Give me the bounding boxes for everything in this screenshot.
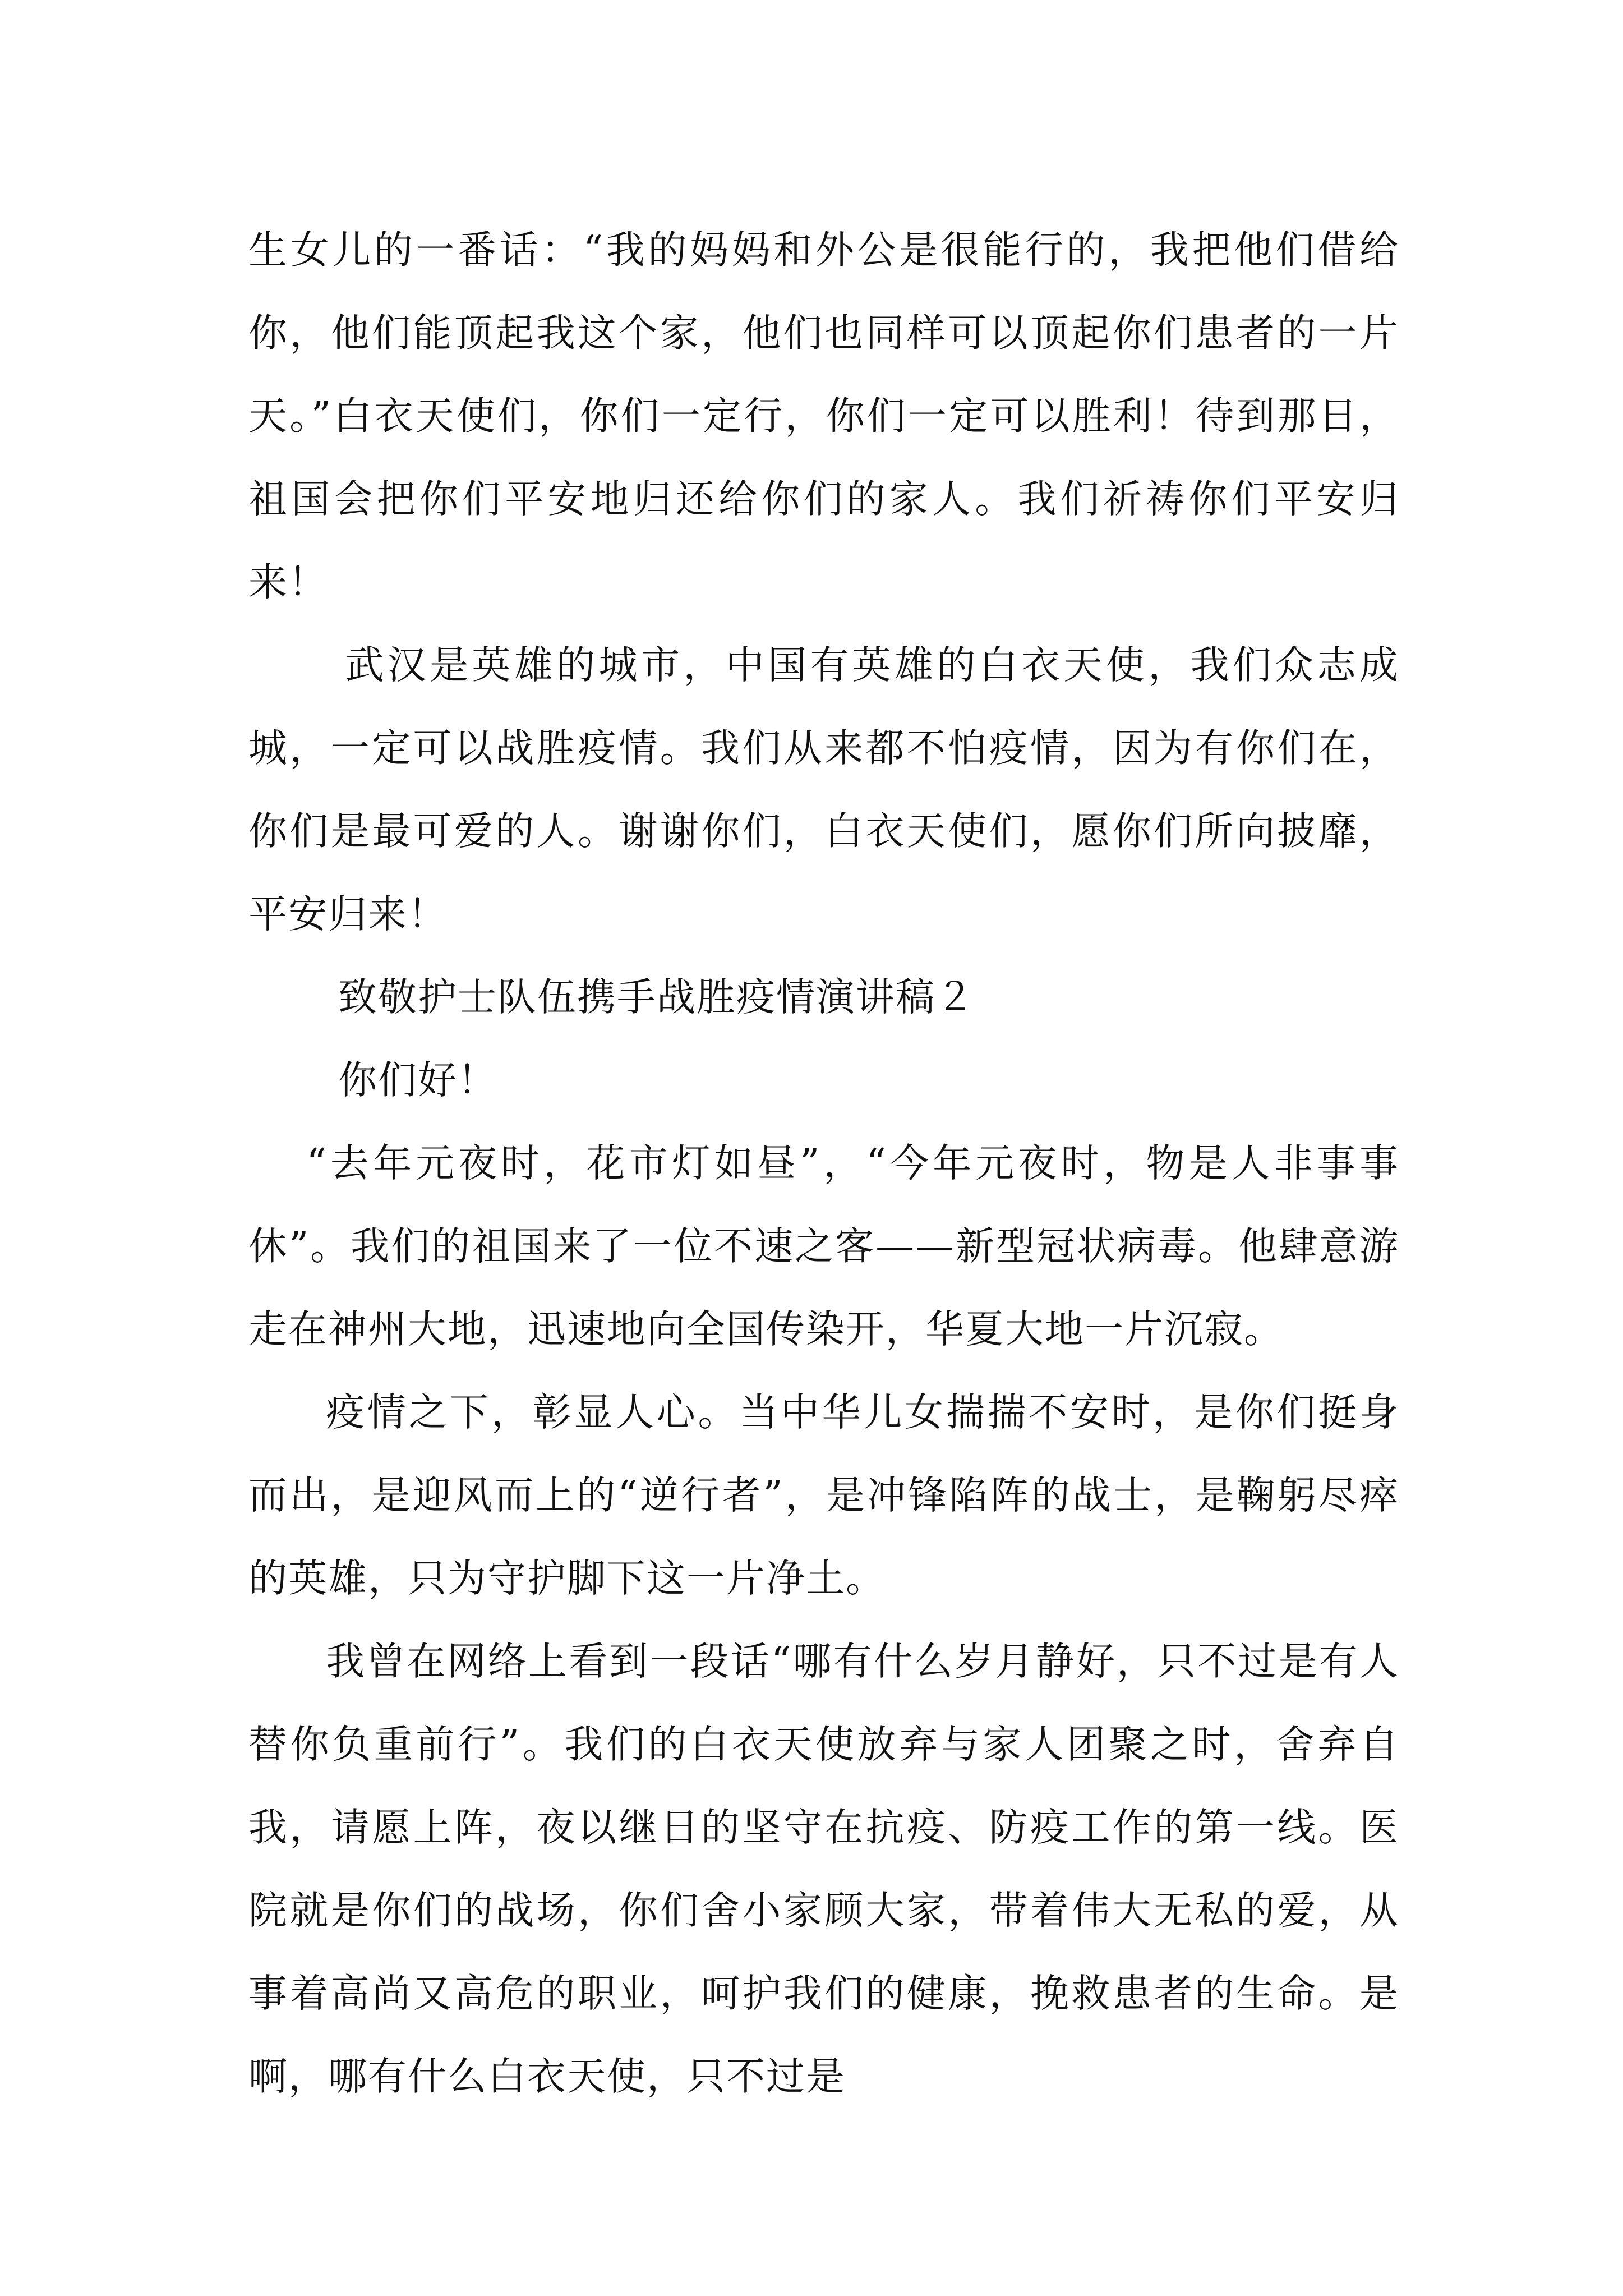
paragraph-epidemic: 疫情之下，彰显人心。当中华儿女揣揣不安时，是你们挺身而出，是迎风而上的“逆行者”，是冲锋陷阵的战士，是鞠躬尽瘁的英雄，只为守护脚下这一片净土。 xyxy=(248,1390,1399,1601)
paragraph-continuation: 生女儿的一番话：“我的妈妈和外公是很能行的，我把他们借给你，他们能顶起我这个家，他们也同样可以顶起你们患者的一片天。”白衣天使们，你们一定行，你们一定可以胜利！待到那日，祖国会把你们平安地归还给你们的家人。我们祈祷你们平安归来！ xyxy=(248,228,1399,605)
paragraph-wuhan: 武汉是英雄的城市，中国有英雄的白衣天使，我们众志成城，一定可以战胜疫情。我们从来都不怕疫情，因为有你们在，你们是最可爱的人。谢谢你们，白衣天使们，愿你们所向披靡，平安归来！ xyxy=(248,643,1399,937)
document-body xyxy=(248,209,1399,2118)
greeting: 你们好！ xyxy=(338,1058,497,1103)
paragraph-internet-quote: 我曾在网络上看到一段话“哪有什么岁月静好，只不过是有人替你负重前行”。我们的白衣天使放弃与家人团聚之时，舍弃自我，请愿上阵，夜以继日的坚守在抗疫、防疫工作的第一线。医院就是你们的战场，你们舍小家顾大家，带着伟大无私的爱，从事着高尚又高危的职业，呵护我们的健康，挽救患者的生命。是啊，哪有什么白衣天使，只不过是 xyxy=(248,1639,1399,2099)
paragraph-new-year: “去年元夜时，花市灯如昼”，“今年元夜时，物是人非事事休”。我们的祖国来了一位不速之客——新型冠状病毒。他肆意游走在神州大地，迅速地向全国传染开，华夏大地一片沉寂。 xyxy=(248,1141,1399,1352)
speech-title: 致敬护士队伍携手战胜疫情演讲稿２ xyxy=(338,975,975,1020)
